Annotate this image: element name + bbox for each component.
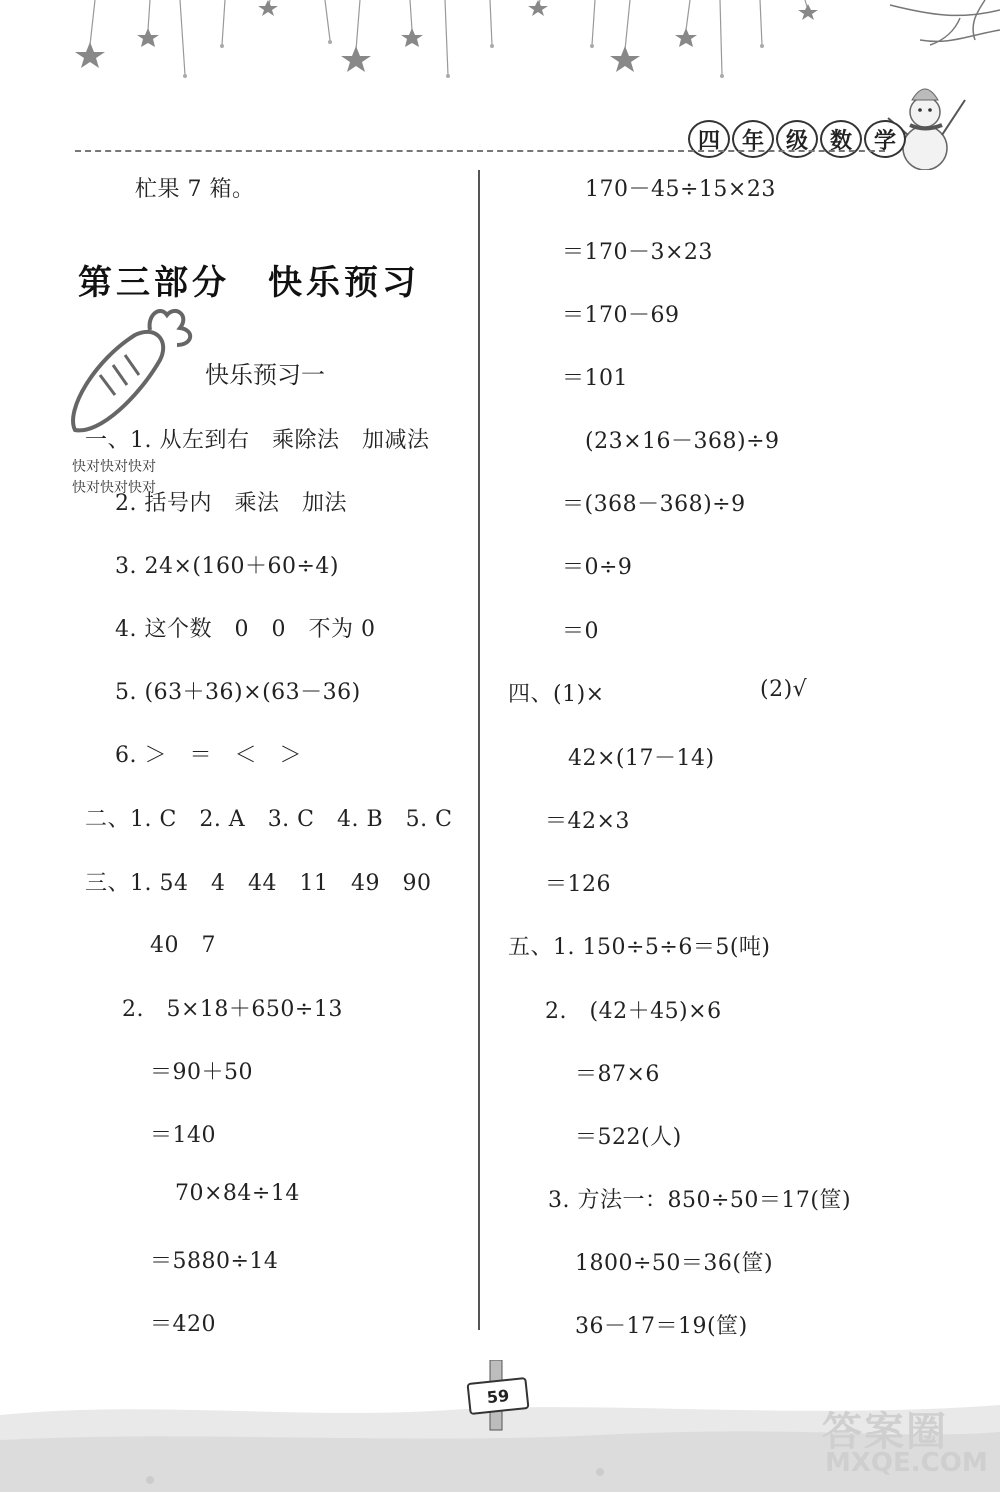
answer-line: 3. 方法一：850÷50＝17(筐) bbox=[548, 1188, 852, 1213]
answer-line: ＝0 bbox=[562, 619, 599, 644]
answer-line: 170－45÷15×23 bbox=[585, 177, 776, 202]
answer-line: 36－17＝19(筐) bbox=[575, 1314, 748, 1339]
answer-line: 2. 括号内 乘法 加法 bbox=[115, 491, 347, 516]
continued-answer-line: 杧果 7 箱。 bbox=[135, 177, 255, 202]
answer-line: 二、1. C 2. A 3. C 4. B 5. C bbox=[85, 807, 453, 832]
grade-badge: 年 bbox=[732, 120, 774, 158]
watermark-url: MXQE.COM bbox=[825, 1448, 988, 1478]
section-title: 第三部分 快乐预习 bbox=[78, 263, 420, 303]
answer-line: 6. ＞ ＝ ＜ ＞ bbox=[115, 743, 302, 768]
answer-line: ＝170－69 bbox=[562, 303, 680, 328]
answer-line: ＝101 bbox=[562, 366, 628, 391]
answer-line: 3. 24×(160＋60÷4) bbox=[115, 554, 339, 579]
grade-badge: 级 bbox=[776, 120, 818, 158]
answer-line: 2. 5×18＋650÷13 bbox=[122, 997, 343, 1022]
answer-line: ＝420 bbox=[150, 1312, 216, 1337]
answer-line: 42×(17－14) bbox=[568, 746, 715, 771]
grade-badge: 学 bbox=[864, 120, 906, 158]
grade-badge: 数 bbox=[820, 120, 862, 158]
watermark-text: 快对快对快对 bbox=[72, 480, 156, 496]
watermark-text: 快对快对快对 bbox=[72, 459, 156, 475]
grade-subject-badges bbox=[688, 120, 906, 158]
answer-line: ＝522(人) bbox=[575, 1125, 682, 1150]
grade-badge: 四 bbox=[688, 120, 730, 158]
answer-line: 五、1. 150÷5÷6＝5(吨) bbox=[508, 935, 771, 960]
answer-line: (2)√ bbox=[760, 677, 808, 702]
answer-line: ＝42×3 bbox=[545, 809, 630, 834]
header-dashed-rule bbox=[75, 150, 885, 152]
answer-line: 2. (42＋45)×6 bbox=[545, 999, 722, 1024]
answer-line: ＝5880÷14 bbox=[150, 1249, 279, 1274]
answer-line: 四、(1)× bbox=[508, 682, 605, 707]
answer-line: 5. (63＋36)×(63－36) bbox=[115, 680, 361, 705]
answer-line: ＝90＋50 bbox=[150, 1060, 253, 1085]
answer-line: ＝0÷9 bbox=[562, 555, 633, 580]
answer-line: ＝126 bbox=[545, 872, 611, 897]
answer-line: ＝(368－368)÷9 bbox=[562, 492, 746, 517]
answer-line: 一、1. 从左到右 乘除法 加减法 bbox=[85, 428, 430, 453]
answer-line: (23×16－368)÷9 bbox=[585, 429, 780, 454]
answer-line: 40 7 bbox=[150, 933, 216, 958]
answer-line: ＝140 bbox=[150, 1123, 216, 1148]
answer-line: 1800÷50＝36(筐) bbox=[575, 1251, 774, 1276]
subsection-title: 快乐预习一 bbox=[205, 361, 325, 389]
answer-line: 三、1. 54 4 44 11 49 90 bbox=[85, 871, 432, 896]
answer-line: ＝170－3×23 bbox=[562, 240, 713, 265]
column-divider bbox=[478, 170, 480, 1330]
page-number: 59 bbox=[466, 1377, 529, 1415]
answer-line: 4. 这个数 0 0 不为 0 bbox=[115, 617, 376, 642]
watermark-logo: 答案圈 bbox=[822, 1409, 948, 1455]
answer-line: 70×84÷14 bbox=[175, 1181, 300, 1206]
answer-line: ＝87×6 bbox=[575, 1062, 660, 1087]
